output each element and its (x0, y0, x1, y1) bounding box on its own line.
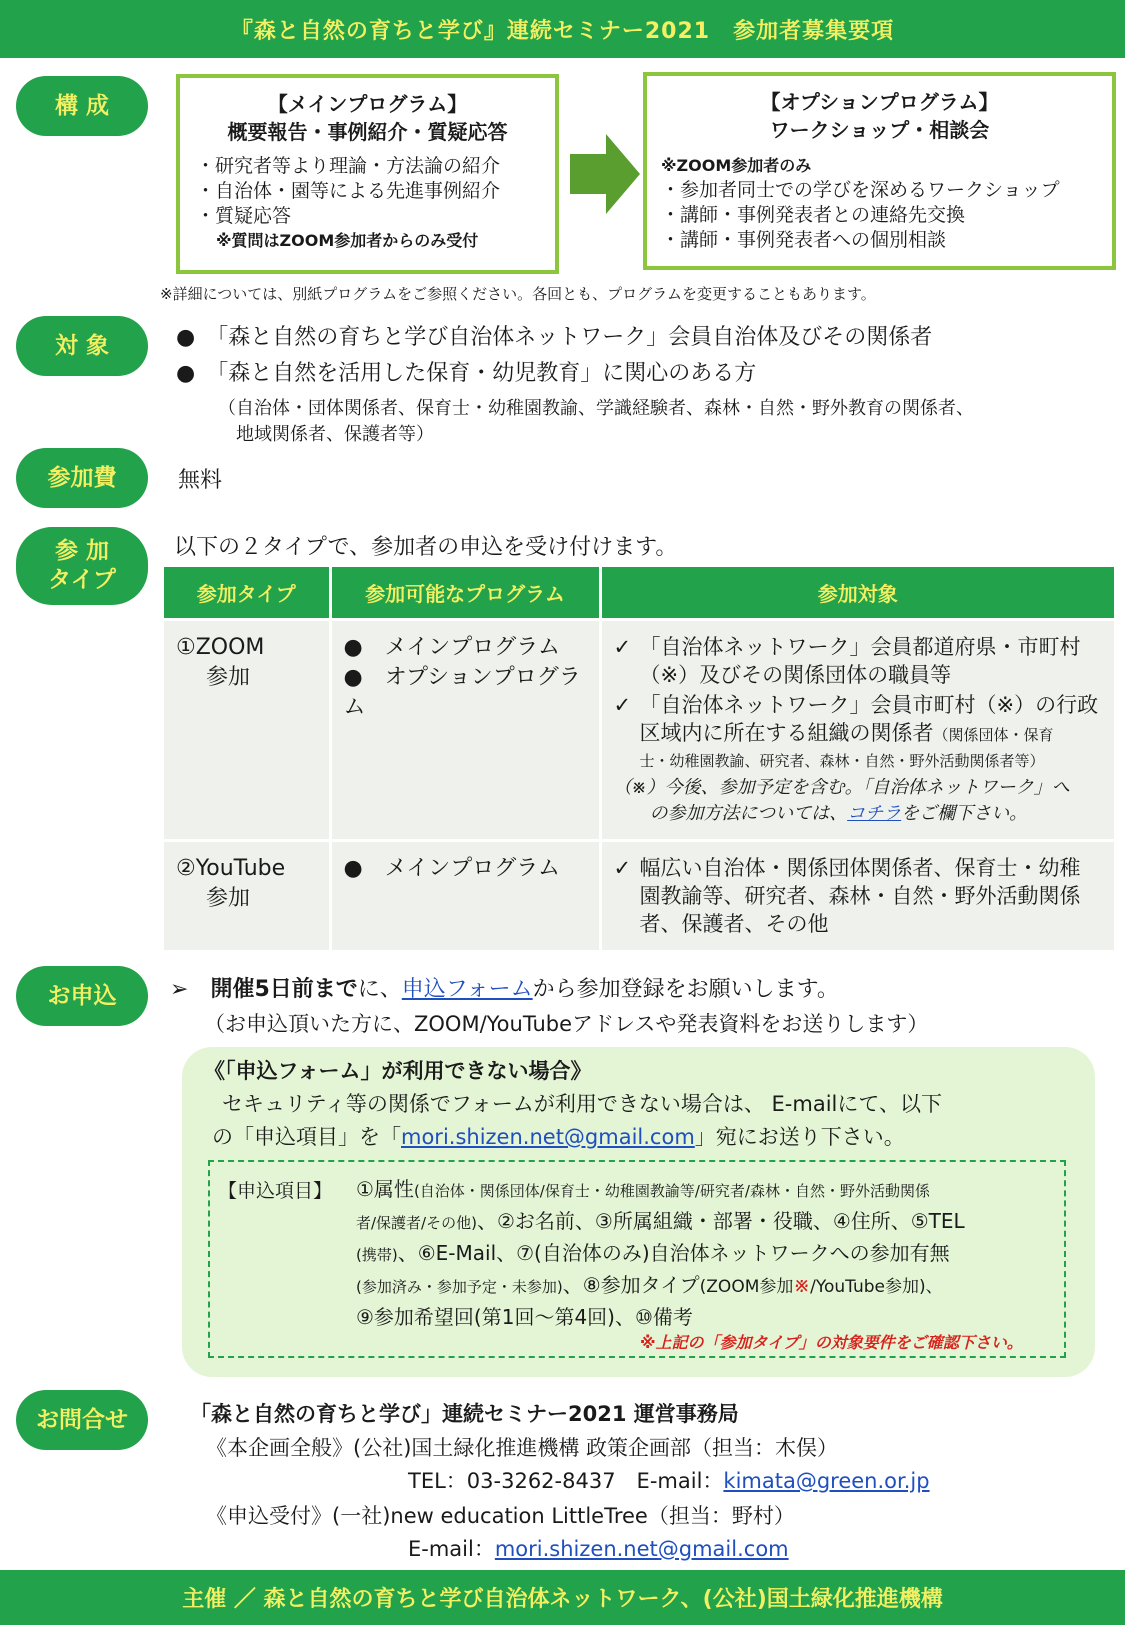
main-program-item: ・自治体・園等による先進事例紹介 (196, 180, 501, 202)
apply-form-link[interactable]: 申込フォーム (401, 977, 533, 1002)
apply-line1: ➢ 開催5日前までに、申込フォームから参加登録をお願いします。 (170, 977, 839, 1002)
option-program-item: ・参加者同士での学びを深めるワークショップ (661, 179, 1060, 201)
contact-email2: E-mail：mori.shizen.net@gmail.com (408, 1537, 789, 1561)
alt-apply-title: 《「申込フォーム」が利用できない場合》 (204, 1059, 592, 1083)
section-label-target: 対 象 (16, 316, 148, 376)
option-program-subtitle: ワークショップ・相談会 (769, 118, 990, 142)
fee-value: 無料 (178, 468, 223, 493)
contact-email1-link[interactable]: kimata@green.or.jp (723, 1469, 930, 1493)
contact-office: 「森と自然の育ちと学び」連続セミナー2021 運営事務局 (190, 1402, 739, 1426)
alt-apply-line1: セキュリティ等の関係でフォームが利用できない場合は、 E-mailにて、以下 (222, 1092, 942, 1116)
target-cell: ✓ 「自治体ネットワーク」会員都道府県・市町村 （※）及びその関係団体の職員等 ✓ 「自治体ネットワーク」会員市町村（※）の行政 区域内に所在する組織の関係者（関係団体・保育 士・幼稚園教諭、研究者、森林・自然・野外活動関係者等） （※）今後、参加予定を含む。「自治体ネットワーク」へ の参加方法については、コチラをご欄下さい。 (600, 619, 1114, 840)
section-label-structure: 構 成 (16, 76, 148, 136)
program-item: ● オプションプログラム (343, 664, 581, 720)
program-item: ● メインプログラム (343, 855, 561, 881)
section-label-type: 参 加 タイプ (16, 527, 148, 605)
bullet-icon: ● (176, 361, 218, 386)
target-item: ● 「森と自然の育ちと学び自治体ネットワーク」会員自治体及びその関係者 (176, 325, 933, 350)
alt-apply-line2: の「申込項目」を「mori.shizen.net@gmail.com」宛にお送り下さい。 (212, 1125, 905, 1149)
contact-email2-link[interactable]: mori.shizen.net@gmail.com (494, 1537, 789, 1561)
apply-items-label: 【申込項目】 (218, 1180, 333, 1202)
contact-line2: 《申込受付》(一社)new education LittleTree（担当：野村） (206, 1504, 795, 1528)
column-header: 参加可能なプログラム (330, 567, 600, 619)
apply-line2: （お申込頂いた方に、ZOOM/YouTubeアドレスや発表資料をお送りします） (204, 1012, 929, 1036)
option-program-title: 【オプションプログラム】 (760, 90, 999, 114)
contact-tel: TEL：03-3262-8437 E-mail：kimata@green.or.jp (408, 1469, 930, 1493)
type-intro: 以下の２タイプで、参加者の申込を受け付けます。 (174, 535, 678, 560)
footer-text: 主催 ／ 森と自然の育ちと学び自治体ネットワーク、(公社)国土緑化推進機構 (182, 1587, 943, 1612)
bullet-icon: ● (343, 855, 385, 881)
network-join-link[interactable]: コチラ (847, 802, 902, 824)
target-list (176, 320, 932, 392)
target-sub2: 地域関係者、保護者等） (236, 424, 434, 445)
check-icon: ✓ (613, 634, 632, 659)
header-banner (0, 0, 1125, 58)
section-label-fee: 参加費 (16, 448, 148, 508)
program-cell (330, 619, 600, 840)
table-row (164, 619, 1114, 840)
target-cell: ✓ 幅広い自治体・関係団体関係者、保育士・幼稚 園教諭等、研究者、森林・自然・野外活動関係 者、保護者、その他 (600, 840, 1114, 950)
target-item: ● 「森と自然を活用した保育・幼児教育」に関心のある方 (176, 361, 757, 386)
structure-footnote: ※詳細については、別紙プログラムをご参照ください。各回とも、プログラムを変更することもあります。 (160, 285, 876, 303)
program-item: ● メインプログラム (343, 634, 561, 660)
bullet-icon: ● (343, 664, 385, 690)
type-cell: ②YouTube 参加 (164, 840, 330, 950)
check-icon: ✓ (613, 855, 632, 880)
participation-type-table (164, 567, 1114, 950)
bullet-icon: ● (176, 325, 218, 350)
option-program-box (643, 72, 1116, 270)
alt-apply-email-link[interactable]: mori.shizen.net@gmail.com (401, 1125, 695, 1149)
column-header: 参加対象 (600, 567, 1114, 619)
main-program-title: 【メインプログラム】 (267, 92, 468, 116)
contact-line1: 《本企画全般》(公社)国土緑化推進機構 政策企画部（担当：木俣） (206, 1436, 839, 1460)
program-cell (330, 840, 600, 950)
column-header: 参加タイプ (164, 567, 330, 619)
header-title: 『森と自然の育ちと学び』連続セミナー2021 参加者募集要項 (230, 18, 895, 44)
arrow-bullet-icon: ➢ (170, 977, 211, 1002)
option-program-item: ・講師・事例発表者への個別相談 (661, 229, 947, 251)
option-program-note: ※ZOOM参加者のみ (661, 156, 812, 175)
apply-items-note: ※上記の「参加タイプ」の対象要件をご確認下さい。 (640, 1333, 1023, 1352)
check-icon: ✓ (613, 692, 632, 717)
table-row (164, 840, 1114, 950)
bullet-icon: ● (343, 634, 385, 660)
apply-items-list: ①属性(自治体・関係団体/保育士・幼稚園教諭等/研究者/森林・自然・野外活動関係 者/保護者/その他)、②お名前、③所属組織・部署・役職、④住所、⑤TEL (携帯)、⑥E-Mail、⑦(自治体のみ)自治体ネットワークへの参加有無 (参加済み・参加予定・未参加)、⑧参加タイプ(ZOOM参加※/YouTube参加)、 ⑨参加希望回(第1回～第4回)、⑩備考 (356, 1177, 965, 1329)
footer-banner (0, 1570, 1125, 1625)
type-cell: ①ZOOM 参加 (164, 619, 330, 840)
main-program-note: ※質問はZOOM参加者からのみ受付 (216, 231, 479, 250)
main-program-item: ・質疑応答 (196, 205, 292, 227)
section-label-apply: お申込 (16, 966, 148, 1026)
main-program-box (176, 74, 559, 274)
arrow-right-icon (570, 134, 642, 214)
main-program-subtitle: 概要報告・事例紹介・質疑応答 (227, 120, 508, 144)
target-sub1: （自治体・団体関係者、保育士・幼稚園教諭、学識経験者、森林・自然・野外教育の関係者、 (218, 398, 974, 419)
main-program-item: ・研究者等より理論・方法論の紹介 (196, 155, 501, 177)
option-program-item: ・講師・事例発表者との連絡先交換 (661, 204, 966, 226)
section-label-contact: お問合せ (16, 1390, 148, 1450)
